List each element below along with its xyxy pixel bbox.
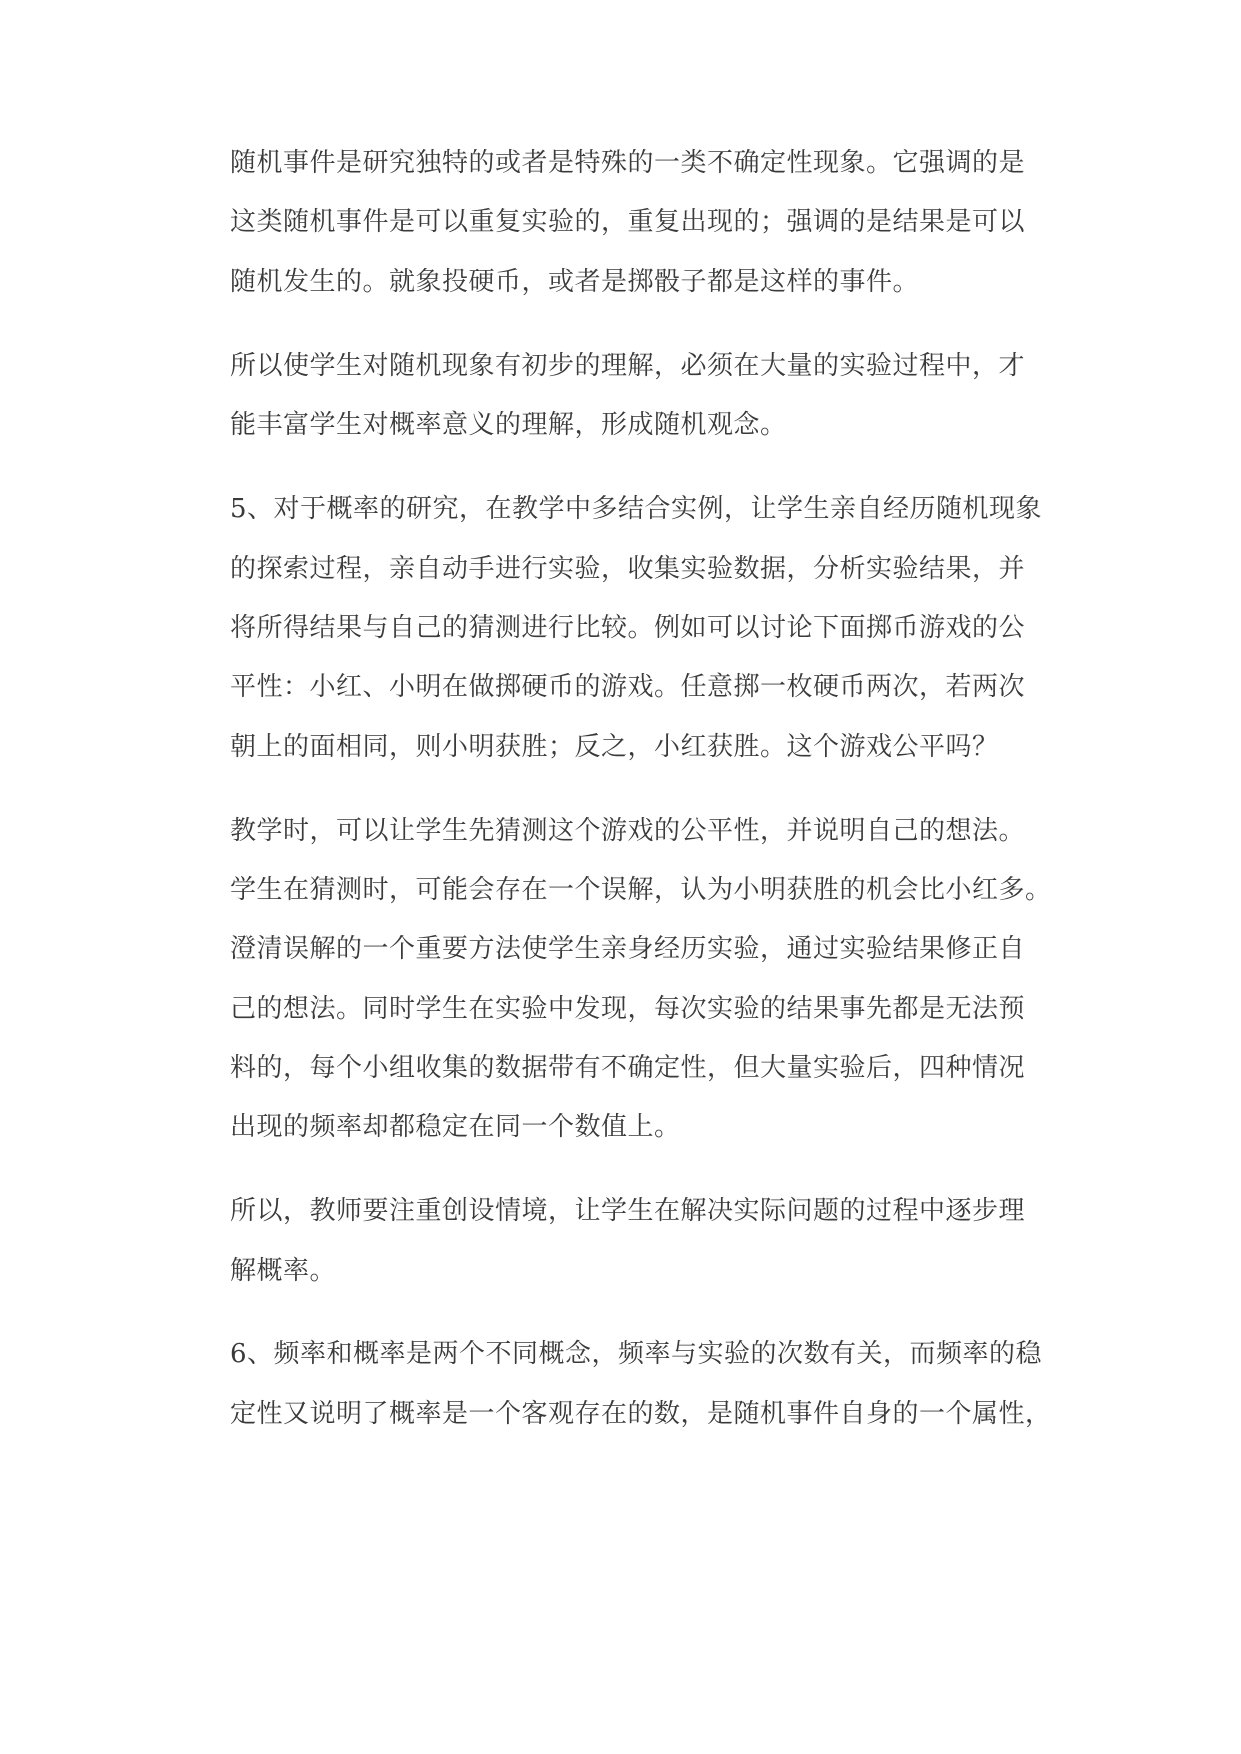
text-line: 将所得结果与自己的猜测进行比较。例如可以讨论下面掷币游戏的公 — [230, 613, 1026, 643]
text-line: 所以使学生对随机现象有初步的理解，必须在大量的实验过程中，才 — [230, 351, 1026, 381]
text-line: 所以，教师要注重创设情境，让学生在解决实际问题的过程中逐步理 — [230, 1196, 1026, 1226]
text-line: 平性：小红、小明在做掷硬币的游戏。任意掷一枚硬币两次，若两次 — [230, 672, 1026, 702]
text-line: 定性又说明了概率是一个客观存在的数，是随机事件自身的一个属性， — [230, 1399, 1052, 1429]
text-line: 能丰富学生对概率意义的理解，形成随机观念。 — [230, 410, 787, 440]
text-line: 出现的频率却都稳定在同一个数值上。 — [230, 1112, 681, 1142]
text-line: 己的想法。同时学生在实验中发现，每次实验的结果事先都是无法预 — [230, 994, 1026, 1024]
text-line: 这类随机事件是可以重复实验的，重复出现的；强调的是结果是可以 — [230, 207, 1026, 237]
text-line: 学生在猜测时，可能会存在一个误解，认为小明获胜的机会比小红多。 — [230, 875, 1052, 905]
text-line: 6、频率和概率是两个不同概念，频率与实验的次数有关，而频率的稳 — [230, 1339, 1043, 1369]
text-line: 教学时，可以让学生先猜测这个游戏的公平性，并说明自己的想法。 — [230, 816, 1026, 846]
text-line: 朝上的面相同，则小明获胜；反之，小红获胜。这个游戏公平吗？ — [230, 732, 999, 762]
text-line: 料的，每个小组收集的数据带有不确定性，但大量实验后，四种情况 — [230, 1053, 1026, 1083]
text-line: 5、对于概率的研究，在教学中多结合实例，让学生亲自经历随机现象 — [230, 494, 1043, 524]
text-line: 随机事件是研究独特的或者是特殊的一类不确定性现象。它强调的是 — [230, 148, 1026, 178]
text-line: 解概率。 — [230, 1256, 337, 1286]
text-line: 澄清误解的一个重要方法使学生亲身经历实验，通过实验结果修正自 — [230, 934, 1026, 964]
text-line: 随机发生的。就象投硬币，或者是掷骰子都是这样的事件。 — [230, 267, 920, 297]
text-line: 的探索过程，亲自动手进行实验，收集实验数据，分析实验结果，并 — [230, 554, 1026, 584]
